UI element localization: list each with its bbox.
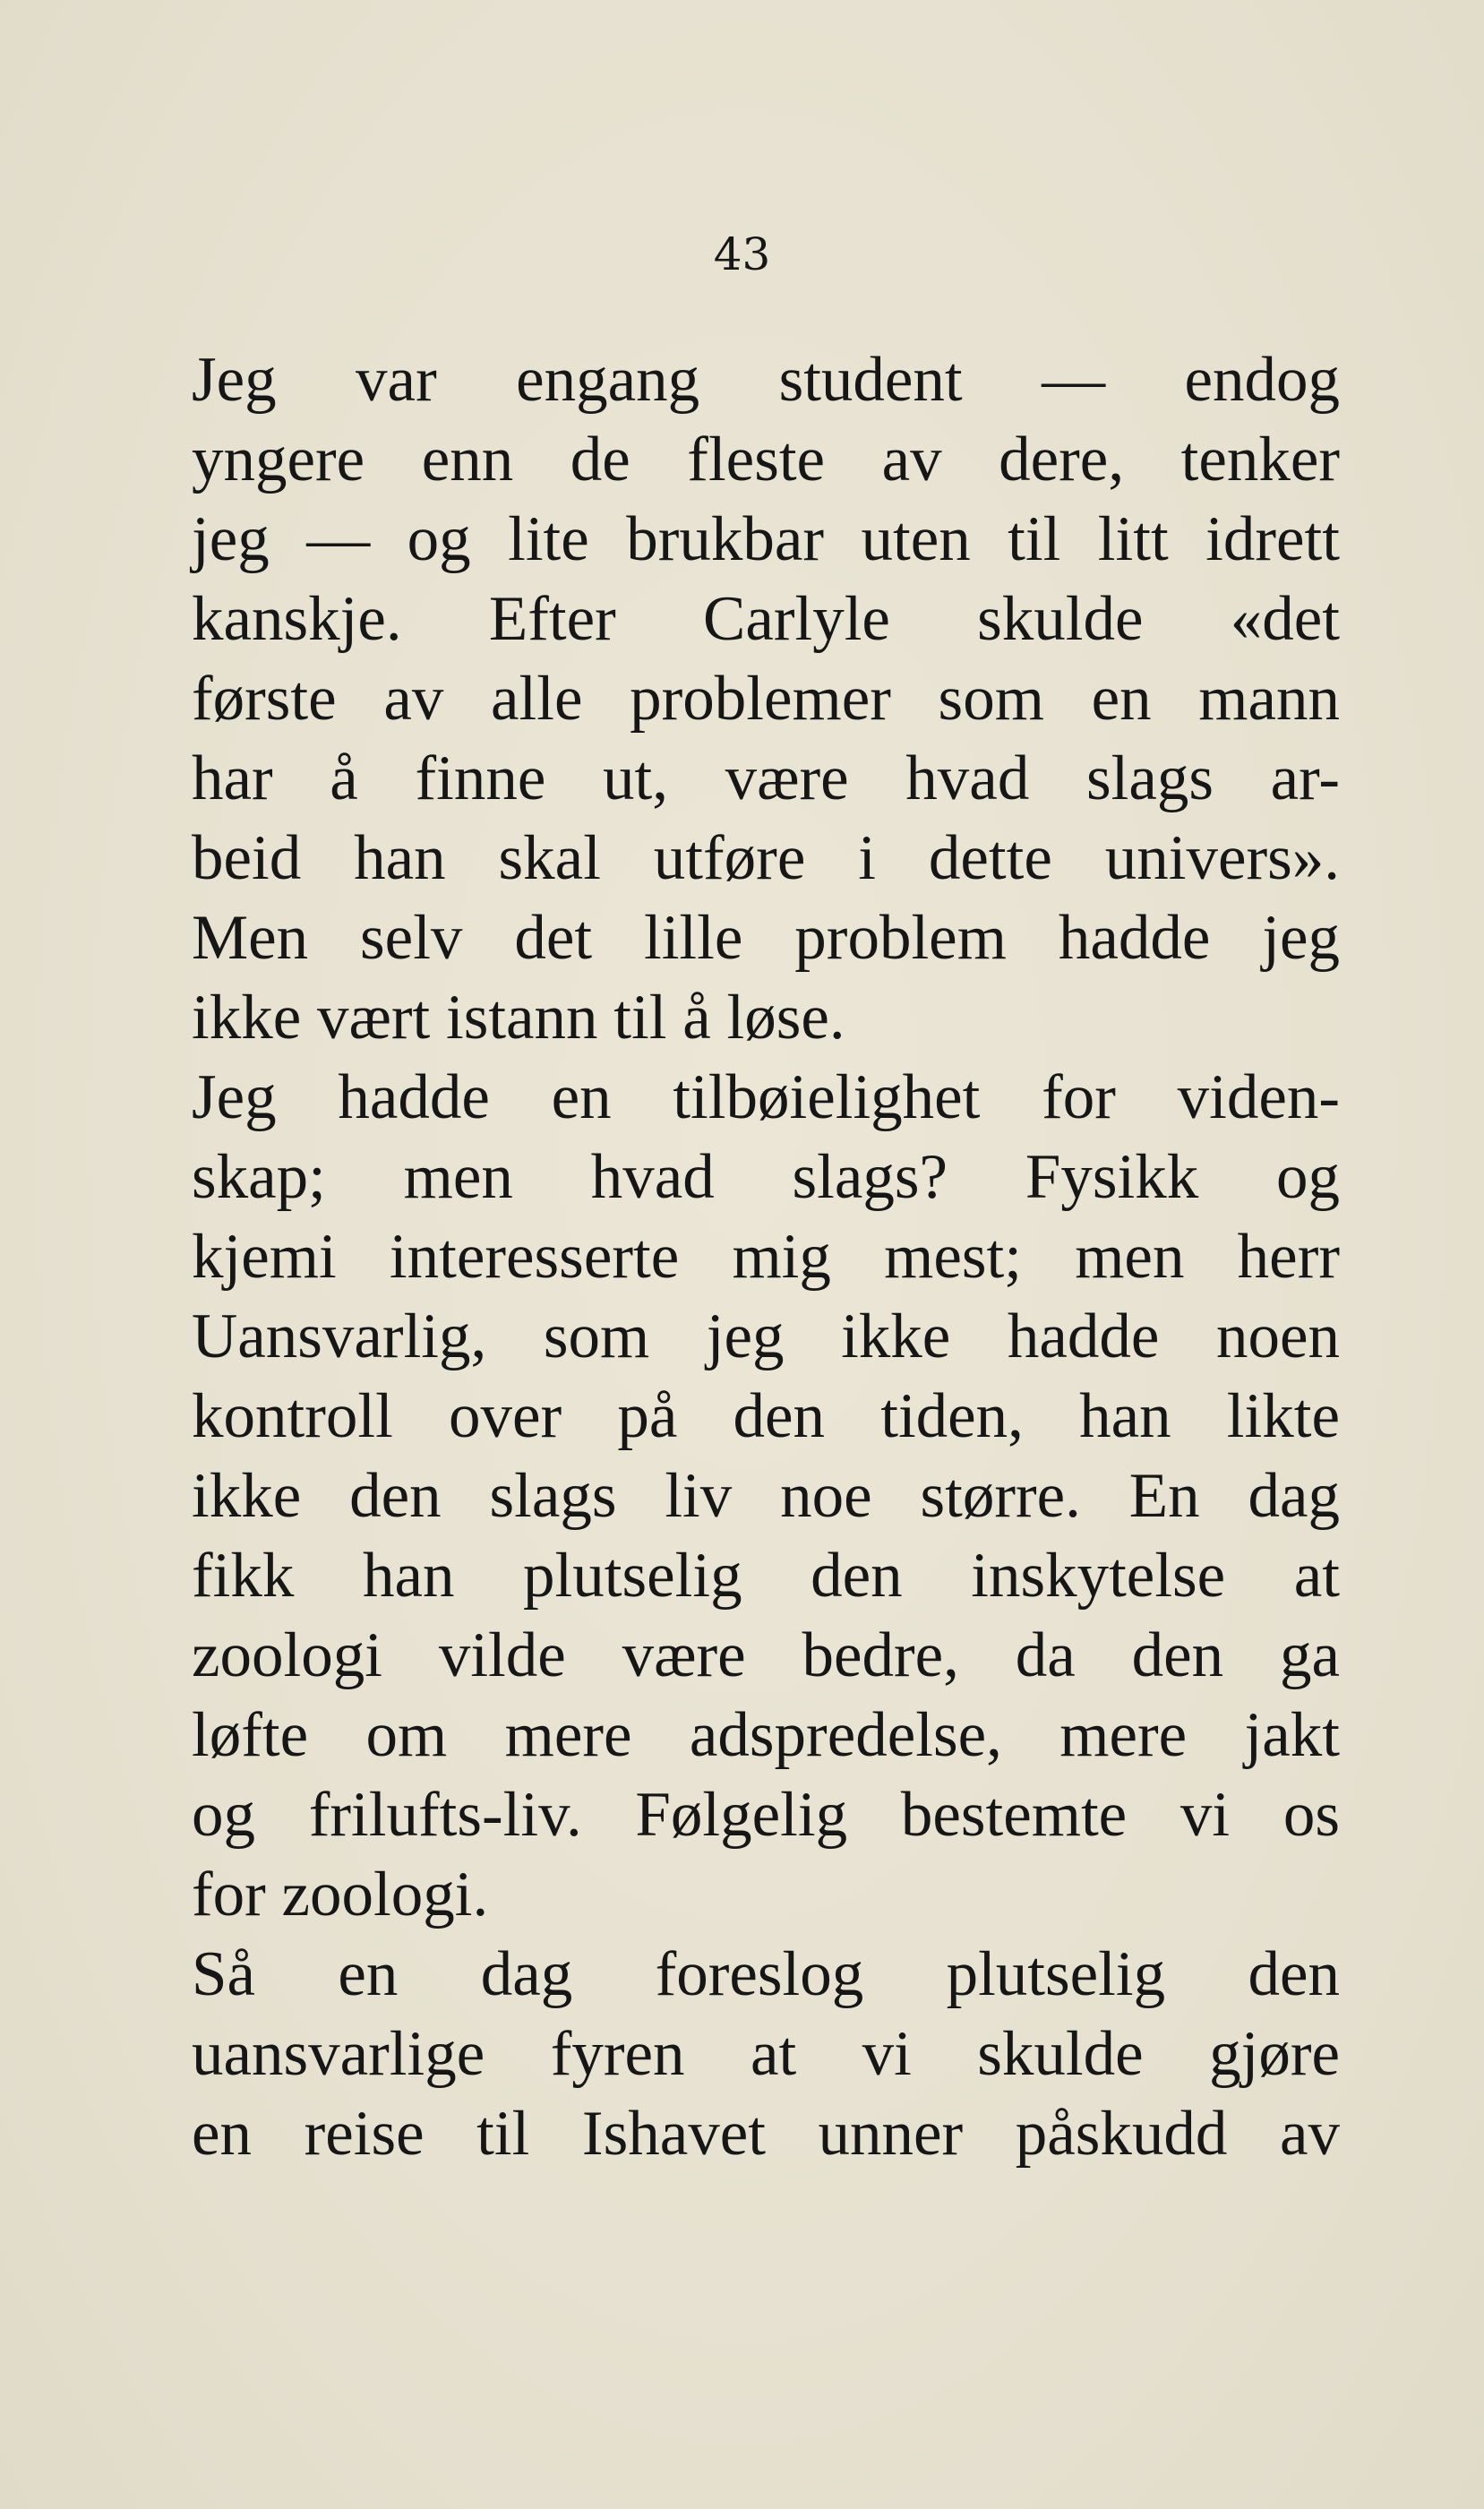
text-line: ikke den slags liv noe større. En dag [192,1461,1340,1531]
text-line: løfte om mere adspredelse, mere jakt [192,1700,1340,1770]
text-line: beid han skal utføre i dette univers». [192,823,1340,893]
text-line: Men selv det lille problem hadde jeg [192,903,1340,973]
text-line: har å finne ut, være hvad slags ar- [192,743,1340,813]
text-line: en reise til Ishavet unner påskudd av [192,2099,1340,2169]
text-line: kontroll over på den tiden, han likte [192,1381,1340,1451]
text-line: yngere enn de fleste av dere, tenker [192,425,1340,494]
paragraph-end-line: for zoologi. [192,1860,489,1929]
body-text [192,340,1340,2174]
text-line: Jeg var engang student — endog [192,345,1340,415]
text-line: kanskje. Efter Carlyle skulde «det [192,584,1340,654]
text-line: Jeg hadde en tilbøielighet for viden- [192,1062,1340,1132]
page-number: 43 [713,228,771,280]
text-line: fikk han plutselig den inskytelse at [192,1541,1340,1611]
text-line: uansvarlige fyren at vi skulde gjøre [192,2019,1340,2089]
text-line: kjemi interesserte mig mest; men herr [192,1222,1340,1292]
text-line: skap; men hvad slags? Fysikk og [192,1142,1340,1212]
text-line: Så en dag foreslog plutselig den [192,1939,1340,2009]
text-line: jeg — og lite brukbar uten til litt idrett [192,504,1340,574]
text-line: Uansvarlig, som jeg ikke hadde noen [192,1302,1340,1371]
text-line: og frilufts-liv. Følgelig bestemte vi os [192,1780,1340,1850]
text-line: zoologi vilde være bedre, da den ga [192,1620,1340,1690]
paragraph-end-line: ikke vært istann til å løse. [192,983,845,1053]
text-line: første av alle problemer som en mann [192,664,1340,734]
